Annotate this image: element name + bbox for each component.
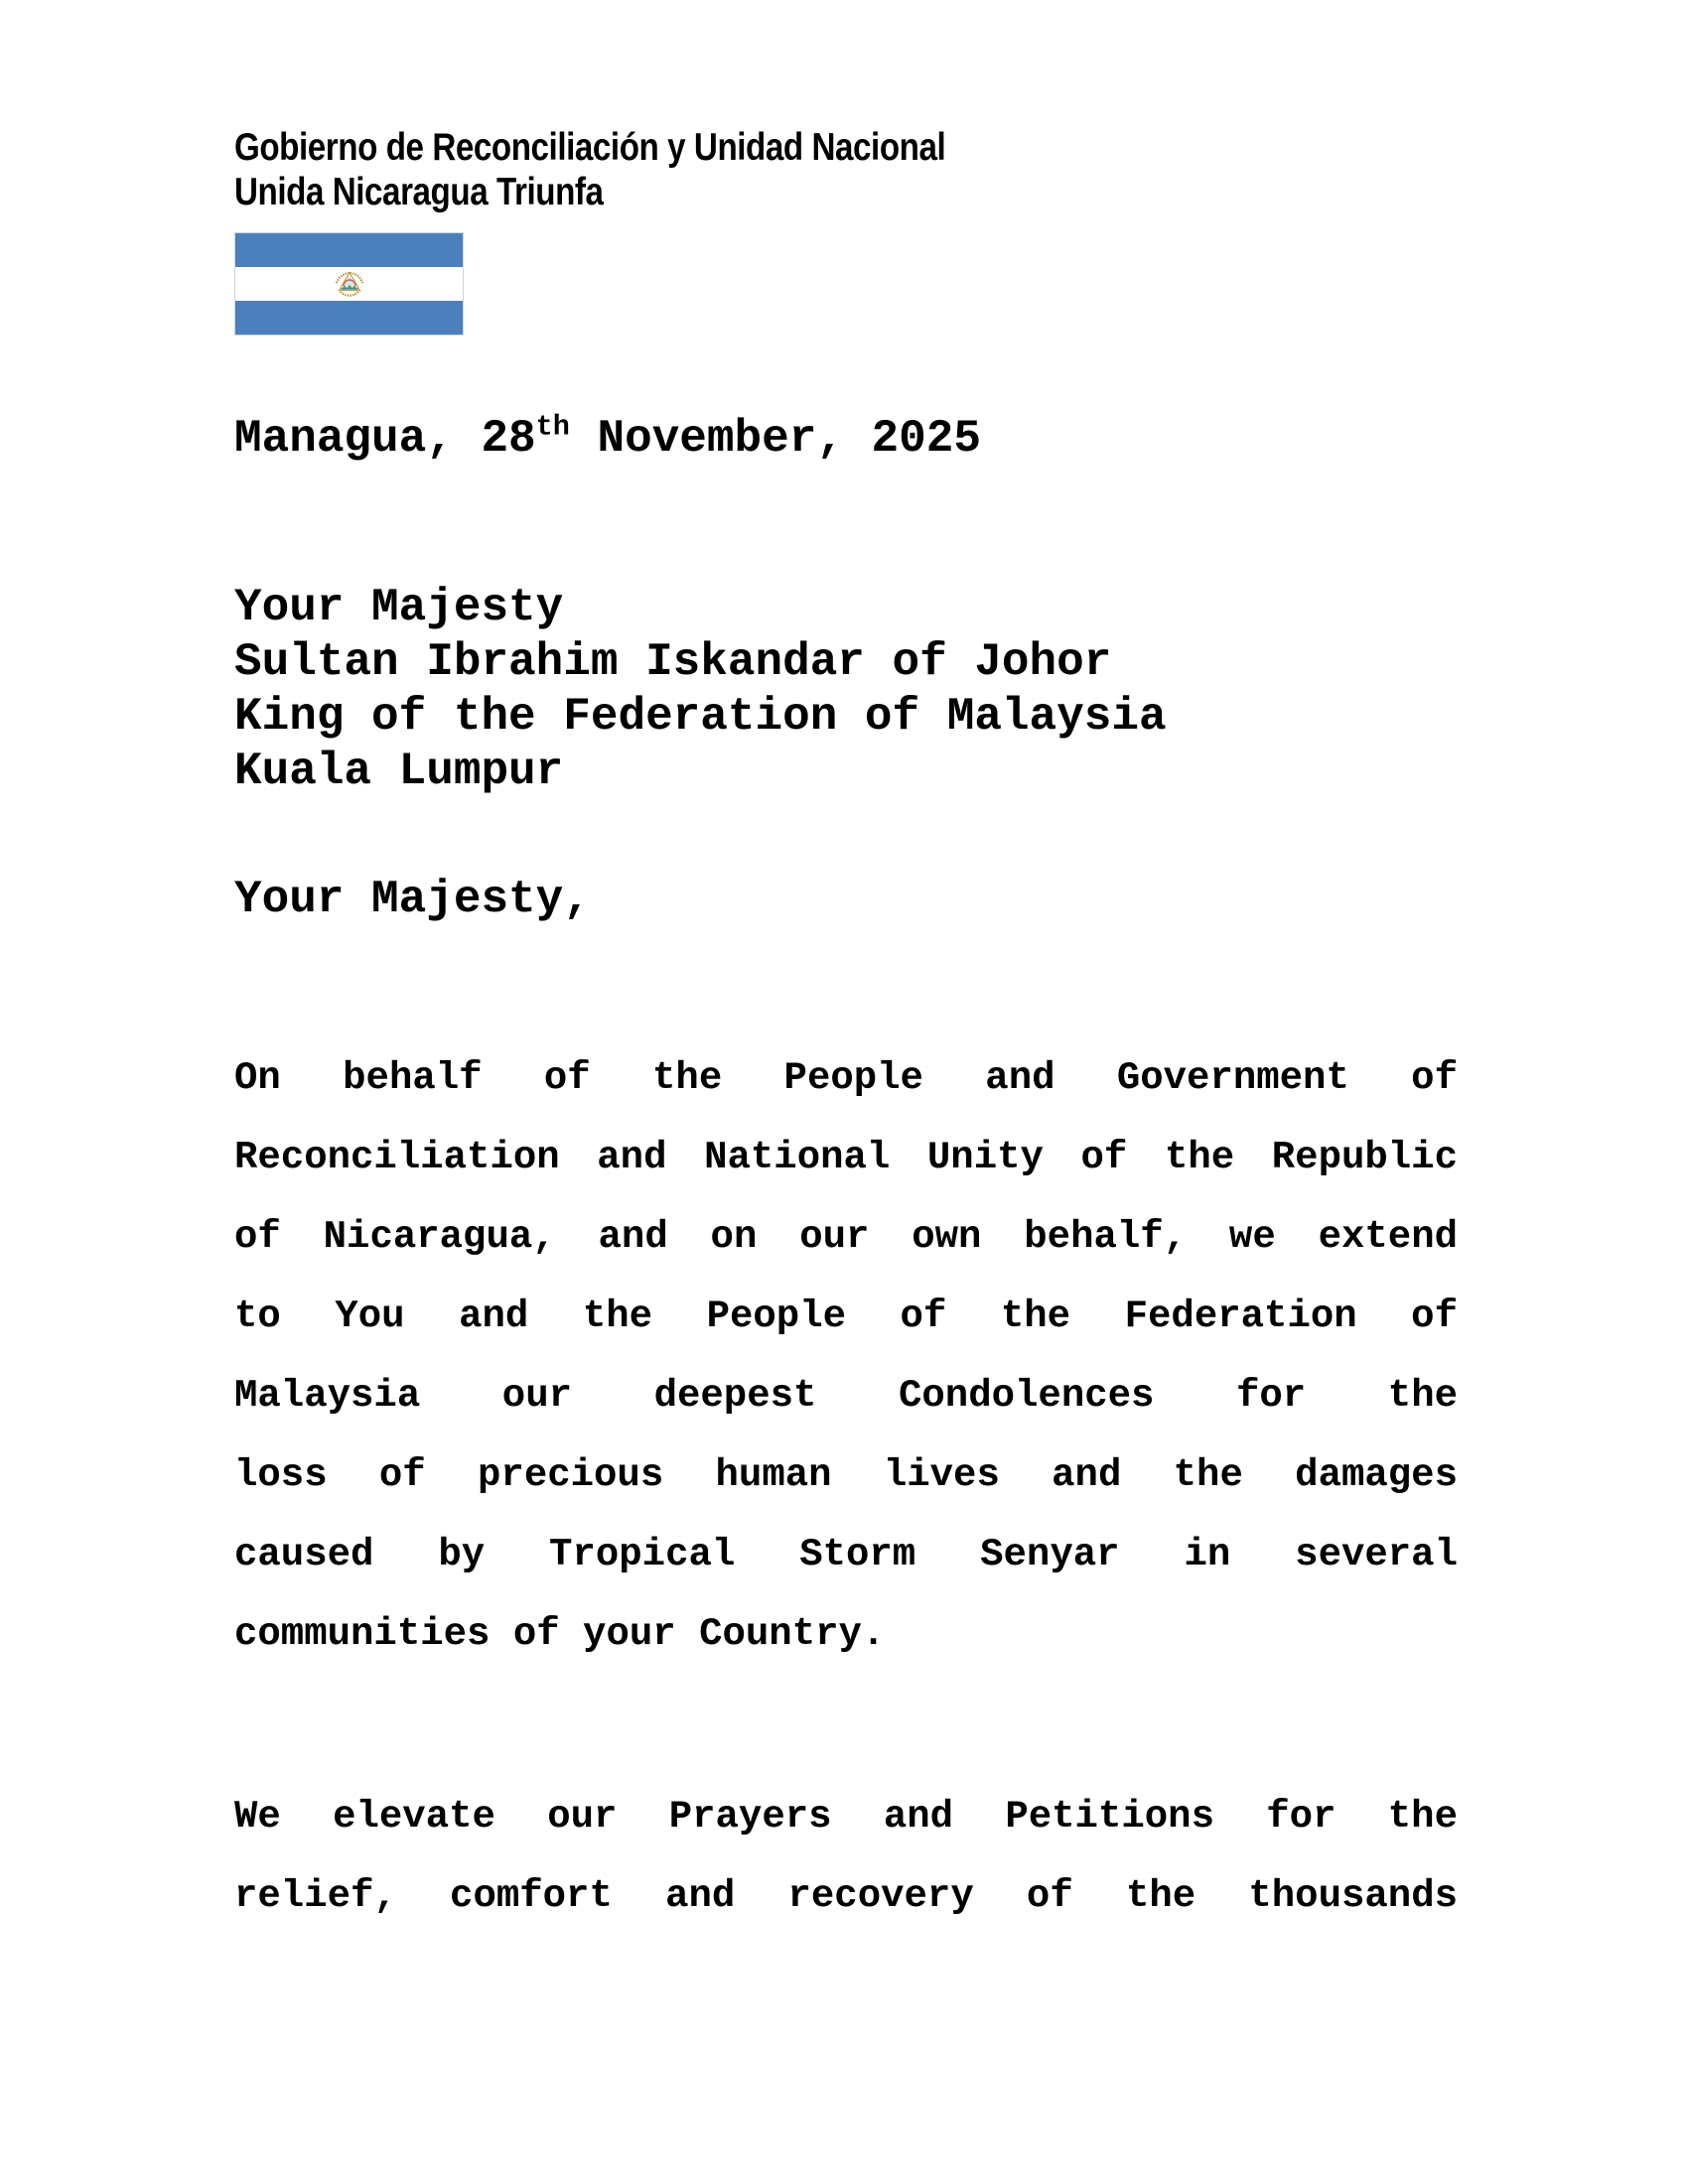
- recipient-line-city: Kuala Lumpur: [234, 746, 564, 797]
- coat-of-arms-icon: [330, 264, 369, 304]
- paragraph-line: Malaysia our deepest Condolences for the: [234, 1374, 1458, 1418]
- paragraph-line: We elevate our Prayers and Petitions for the: [234, 1795, 1458, 1839]
- paragraph-condolences: [234, 1038, 1458, 1674]
- paragraph-line: to You and the People of the Federation of: [234, 1295, 1458, 1338]
- paragraph-line: communities of your Country.: [234, 1612, 886, 1656]
- nicaragua-flag: [234, 232, 464, 336]
- letterhead-line-1: Gobierno de Reconciliación y Unidad Nacional: [234, 126, 946, 169]
- date-suffix: November, 2025: [569, 413, 981, 465]
- recipient-line-name: Sultan Ibrahim Iskandar of Johor: [234, 636, 1112, 688]
- flag-stripe-top: [235, 233, 463, 267]
- recipient-line-title: Your Majesty: [234, 582, 564, 633]
- date-line: [234, 411, 981, 467]
- paragraph-line: caused by Tropical Storm Senyar in several: [234, 1533, 1458, 1576]
- paragraph-line: On behalf of the People and Government of: [234, 1056, 1458, 1100]
- paragraph-line: loss of precious human lives and the damages: [234, 1453, 1458, 1497]
- recipient-line-role: King of the Federation of Malaysia: [234, 691, 1167, 743]
- paragraph-line: Reconciliation and National Unity of the Republic: [234, 1136, 1458, 1179]
- paragraph-line: relief, comfort and recovery of the thousands: [234, 1874, 1458, 1918]
- paragraph-line: of Nicaragua, and on our own behalf, we extend: [234, 1215, 1458, 1259]
- date-prefix: Managua, 28: [234, 413, 536, 465]
- letterhead: [234, 125, 945, 214]
- recipient-address: [234, 581, 1167, 799]
- letterhead-line-2: Unida Nicaragua Triunfa: [234, 171, 604, 213]
- date-ordinal: th: [535, 410, 570, 444]
- salutation: Your Majesty,: [234, 874, 591, 925]
- paragraph-prayers: [234, 1777, 1458, 1936]
- flag-stripe-bottom: [235, 301, 463, 335]
